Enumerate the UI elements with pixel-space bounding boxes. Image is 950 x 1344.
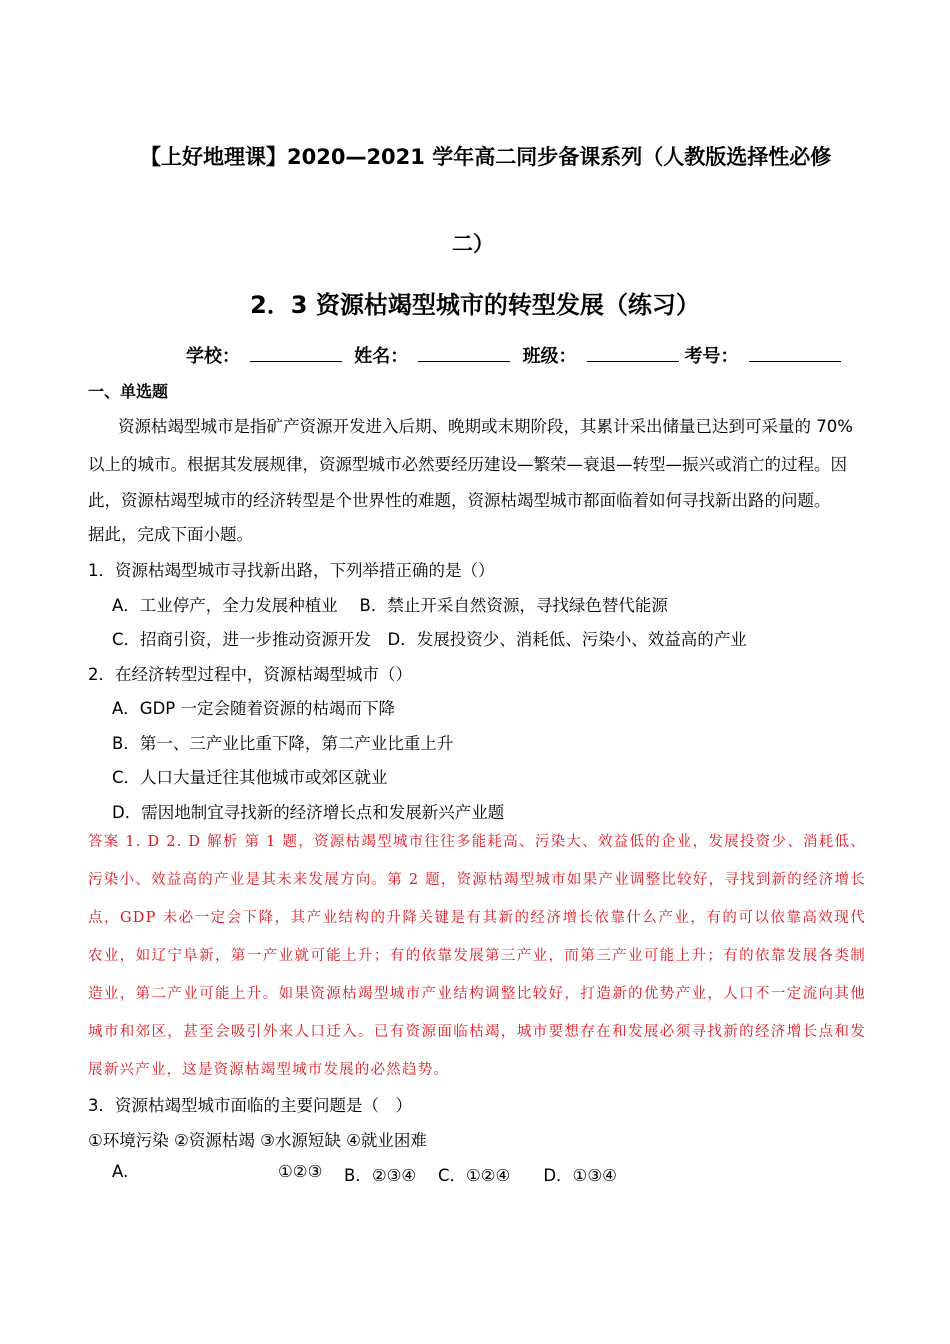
question-2-option-a: A．GDP 一定会随着资源的枯竭而下降 (112, 699, 395, 718)
question-2-stem: 2．在经济转型过程中，资源枯竭型城市（） (88, 665, 412, 684)
exam-blank (749, 347, 841, 362)
question-3-option-a-value: ①②③ (278, 1162, 323, 1181)
exam-label: 考号： (684, 346, 739, 367)
question-1-options-cd: C．招商引资，进一步推动资源开发 D．发展投资少、消耗低、污染小、效益高的产业 (112, 630, 747, 649)
answer-explanation: 答案 1. D 2. D 解析 第 1 题，资源枯竭型城市往往多能耗高、污染大、效益低的企业，发展投资少、消耗低、污染小、效益高的产业是其未来发展方向。第 2 题，资源枯竭型城市如果产业调整比较好，寻找到新的经济增长点，GDP 未必一定会下降，其产业结构的升降关键是有其新的经济增长依靠什么产业，有的可以依靠高效现代农业，如辽宁阜新，第一产业就可能上升；有的依靠发展第三产业，而第三产业可能上升；有的依靠发展各类制造业，第二产业可能上升。如果资源枯竭型城市产业结构调整比较好，打造新的优势产业，人口不一定流向其他城市和郊区，甚至会吸引外来人口迁入。已有资源面临枯竭，城市要想存在和发展必须寻找新的经济增长点和发展新兴产业，这是资源枯竭型城市发展的必然趋势。 (88, 834, 866, 1078)
series-title-line1: 【上好地理课】2020—2021 学年高二同步备课系列（人教版选择性必修 (140, 145, 832, 169)
question-3-options-bcd: B．②③④ C．①②④ D．①③④ (344, 1166, 617, 1185)
question-2-option-c: C．人口大量迁往其他城市或郊区就业 (112, 768, 388, 787)
name-label: 姓名： (354, 346, 409, 367)
page-title: 2．3 资源枯竭型城市的转型发展（练习） (250, 291, 700, 319)
question-3-option-a-label: A. (112, 1162, 129, 1181)
class-blank (587, 347, 679, 362)
question-3-stem: 3．资源枯竭型城市面临的主要问题是（ ） (88, 1096, 412, 1115)
class-label: 班级： (522, 346, 577, 367)
series-title-line2: 二） (452, 232, 494, 256)
passage-line: 以上的城市。根据其发展规律，资源型城市必然要经历建设—繁荣—衰退—转型—振兴或消亡的过程。因 (88, 455, 847, 474)
section-heading: 一、单选题 (88, 382, 169, 401)
passage-line: 据此，完成下面小题。 (88, 525, 253, 544)
question-1-options-ab: A．工业停产，全力发展种植业 B．禁止开采自然资源，寻找绿色替代能源 (112, 596, 668, 615)
question-2-option-b: B．第一、三产业比重下降，第二产业比重上升 (112, 734, 454, 753)
name-blank (418, 347, 510, 362)
school-blank (250, 347, 342, 362)
passage-line: 此，资源枯竭型城市的经济转型是个世界性的难题，资源枯竭型城市都面临着如何寻找新出路的问题。 (88, 491, 831, 510)
question-2-option-d: D．需因地制宜寻找新的经济增长点和发展新兴产业题 (112, 803, 505, 822)
question-3-items: ①环境污染 ②资源枯竭 ③水源短缺 ④就业困难 (88, 1131, 427, 1150)
school-label: 学校： (186, 346, 240, 367)
student-info-row (186, 342, 847, 368)
question-1-stem: 1．资源枯竭型城市寻找新出路，下列举措正确的是（） (88, 561, 495, 580)
passage-line: 资源枯竭型城市是指矿产资源开发进入后期、晚期或末期阶段，其累计采出储量已达到可采量的 70% (118, 417, 853, 436)
